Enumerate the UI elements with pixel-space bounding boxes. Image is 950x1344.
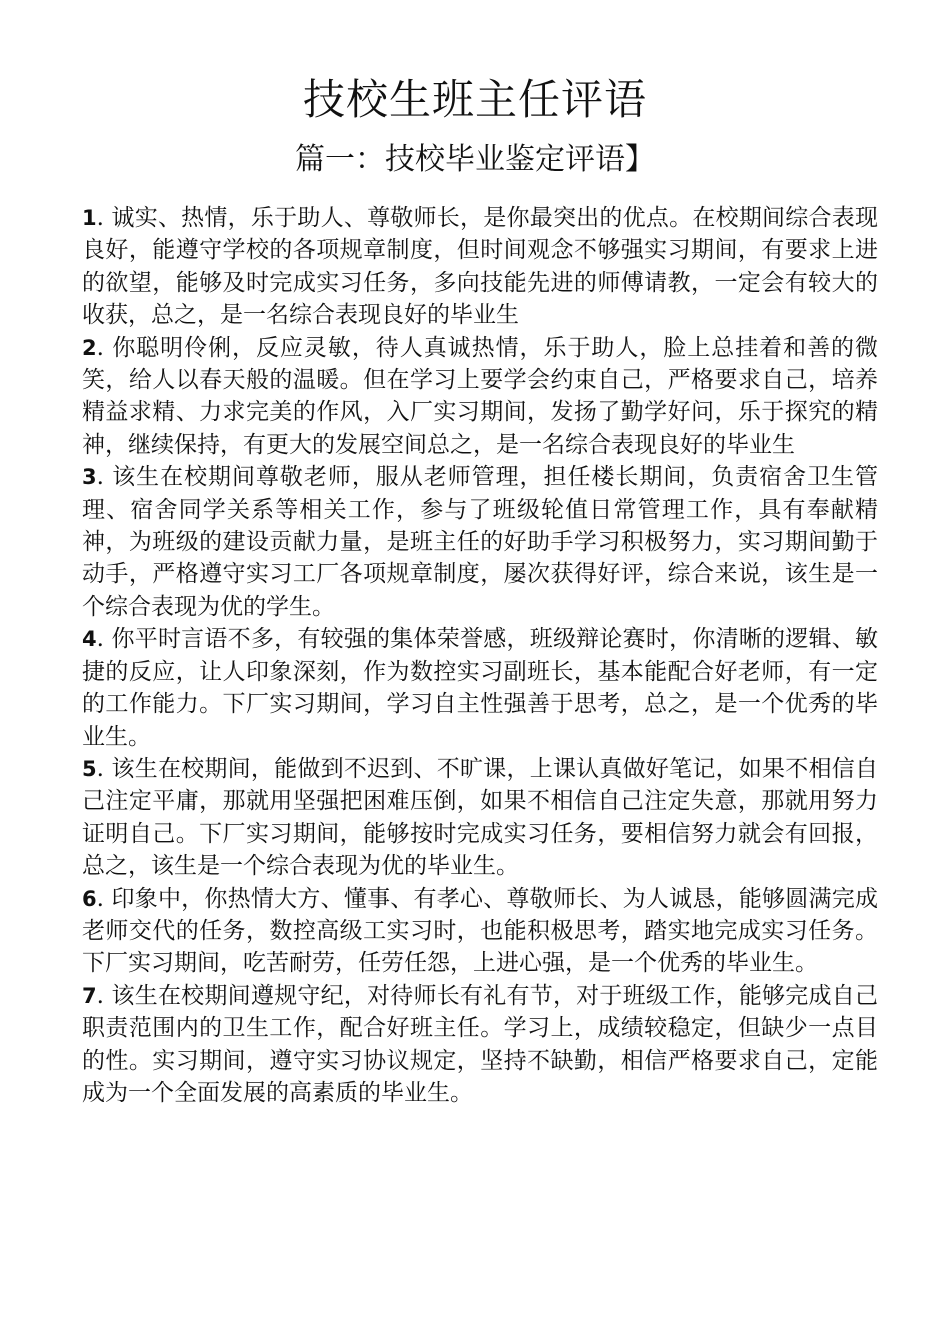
entry-text: . 该生在校期间尊敬老师，服从老师管理，担任楼长期间，负责宿舍卫生管理、宿舍同学关系等相关工作，参与了班级轮值日常管理工作，具有奉献精神，为班级的建设贡献力量，是班主任的好助手学习积极努力，实习期间勤于动手，严格遵守实习工厂各项规章制度，屡次获得好评，综合来说，该生是一个综合表现为优的学生。: [82, 464, 878, 620]
evaluation-list: [82, 202, 878, 1109]
entry-number: 7: [82, 983, 97, 1008]
evaluation-entry: [82, 461, 878, 623]
entry-text: . 该生在校期间遵规守纪，对待师长有礼有节，对于班级工作，能够完成自己职责范围内的卫生工作，配合好班主任。学习上，成绩较稳定，但缺少一点目的性。实习期间，遵守实习协议规定，坚持不缺勤，相信严格要求自己，定能成为一个全面发展的高素质的毕业生。: [82, 982, 878, 1106]
entry-text: . 印象中，你热情大方、懂事、有孝心、尊敬师长、为人诚恳，能够圆满完成老师交代的任务，数控高级工实习时，也能积极思考，踏实地完成实习任务。下厂实习期间，吃苦耐劳，任劳任怨，上进心强，是一个优秀的毕业生。: [82, 885, 878, 977]
evaluation-entry: [82, 623, 878, 753]
entry-text: . 你平时言语不多，有较强的集体荣誉感，班级辩论赛时，你清晰的逻辑、敏捷的反应，让人印象深刻，作为数控实习副班长，基本能配合好老师，有一定的工作能力。下厂实习期间，学习自主性强善于思考，总之，是一个优秀的毕业生。: [82, 626, 878, 750]
entry-number: 1: [82, 206, 97, 230]
evaluation-entry: [82, 332, 878, 462]
entry-number: 4: [82, 627, 97, 652]
evaluation-entry: [82, 883, 878, 980]
entry-number: 3: [82, 465, 97, 490]
evaluation-entry: [82, 980, 878, 1110]
document-subtitle: 篇一：技校毕业鉴定评语】: [295, 142, 655, 177]
entry-number: 2: [82, 335, 97, 360]
entry-number: 5: [82, 756, 97, 781]
entry-number: 6: [82, 886, 97, 911]
entry-text: . 诚实、热情，乐于助人、尊敬师长，是你最突出的优点。在校期间综合表现良好，能遵守学校的各项规章制度，但时间观念不够强实习期间，有要求上进的欲望，能够及时完成实习任务，多向技能先进的师傅请教，一定会有较大的收获，总之，是一名综合表现良好的毕业生: [82, 205, 878, 329]
entry-text: . 该生在校期间，能做到不迟到、不旷课，上课认真做好笔记，如果不相信自己注定平庸，那就用坚强把困难压倒，如果不相信自己注定失意，那就用努力证明自己。下厂实习期间，能够按时完成实习任务，要相信努力就会有回报，总之，该生是一个综合表现为优的毕业生。: [82, 755, 878, 880]
entry-text: . 你聪明伶俐，反应灵敏，待人真诚热情，乐于助人，脸上总挂着和善的微笑，给人以春天般的温暖。但在学习上要学会约束自己，严格要求自己，培养精益求精、力求完美的作风，入厂实习期间，发扬了勤学好问，乐于探究的精神，继续保持，有更大的发展空间总之，是一名综合表现良好的毕业生: [82, 334, 878, 458]
document-title: 技校生班主任评语: [302, 75, 647, 124]
evaluation-entry: [82, 753, 878, 883]
evaluation-entry: [82, 202, 878, 332]
